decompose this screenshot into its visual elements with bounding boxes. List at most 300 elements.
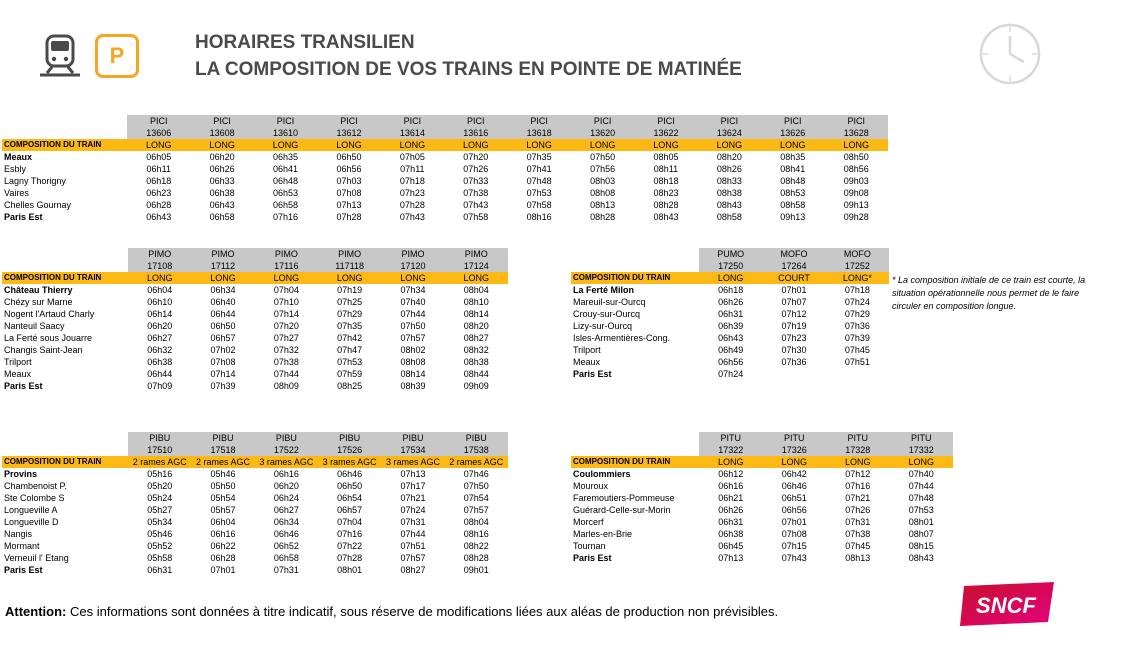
table-row bbox=[2, 332, 508, 344]
train-code: PIBU bbox=[445, 432, 508, 444]
blank-cell bbox=[571, 260, 699, 272]
station-name: Paris Est bbox=[573, 369, 612, 379]
departure-time: 06h39 bbox=[718, 321, 744, 331]
station-name: Paris Est bbox=[4, 565, 43, 575]
departure-time: 06h40 bbox=[210, 297, 236, 307]
page-subtitle: LA COMPOSITION DE VOS TRAINS EN POINTE DE MATINÉE bbox=[195, 59, 742, 80]
train-code: PIMO bbox=[128, 248, 191, 260]
departure-time: 07h51 bbox=[400, 541, 426, 551]
table-row bbox=[2, 516, 508, 528]
train-code: PITU bbox=[890, 432, 954, 444]
station-name: Nanteuil Saacy bbox=[4, 321, 65, 331]
departure-time: 07h47 bbox=[337, 345, 363, 355]
departure-time: 05h16 bbox=[147, 469, 173, 479]
departure-time: 06h56 bbox=[718, 357, 744, 367]
train-number: 13622 bbox=[634, 127, 697, 139]
departure-time: 06h16 bbox=[210, 529, 236, 539]
departure-time: 06h38 bbox=[147, 357, 173, 367]
composition-row bbox=[2, 139, 888, 151]
station-name: Morcerf bbox=[573, 517, 604, 527]
departure-time: 06h56 bbox=[336, 164, 362, 174]
departure-time: 08h43 bbox=[653, 212, 679, 222]
departure-time: 09h03 bbox=[843, 176, 869, 186]
departure-time: 06h12 bbox=[718, 469, 744, 479]
table-row bbox=[2, 480, 508, 492]
departure-time: 07h45 bbox=[844, 345, 870, 355]
logo-text: SNCF bbox=[976, 593, 1036, 618]
departure-time: 07h16 bbox=[337, 529, 363, 539]
departure-time: 07h28 bbox=[337, 553, 363, 563]
footnote: * La composition initiale de ce train est courte, la situation opérationnelle nous permet de le faire circuler en composition longue. bbox=[892, 275, 1086, 311]
table-row bbox=[2, 344, 508, 356]
departure-time: 05h54 bbox=[210, 493, 236, 503]
departure-time: 07h44 bbox=[400, 309, 426, 319]
table-row bbox=[2, 187, 888, 199]
departure-time: 07h43 bbox=[399, 212, 425, 222]
departure-time: 06h21 bbox=[718, 493, 744, 503]
station-name: Vaires bbox=[4, 188, 29, 198]
train-code: PUMO bbox=[699, 248, 762, 260]
station-name: Coulommiers bbox=[573, 469, 631, 479]
departure-time: 07h12 bbox=[781, 309, 807, 319]
train-number: 13618 bbox=[507, 127, 570, 139]
train-number: 17322 bbox=[699, 444, 763, 456]
departure-time: 06h54 bbox=[337, 493, 363, 503]
departure-time: 08h08 bbox=[400, 357, 426, 367]
departure-time: 06h11 bbox=[146, 164, 171, 174]
departure-time: 07h39 bbox=[844, 333, 870, 343]
table-row bbox=[2, 540, 508, 552]
departure-time: 08h07 bbox=[908, 529, 934, 539]
departure-time: 06h52 bbox=[273, 541, 299, 551]
departure-time: 08h41 bbox=[780, 164, 806, 174]
departure-time: 08h44 bbox=[463, 369, 489, 379]
departure-time: 05h58 bbox=[147, 553, 173, 563]
train-code: PICI bbox=[698, 115, 761, 127]
station-name: La Ferté sous Jouarre bbox=[4, 333, 93, 343]
composition-value: LONG bbox=[254, 139, 317, 151]
departure-time: 07h10 bbox=[273, 297, 299, 307]
table-row bbox=[2, 492, 508, 504]
departure-time: 08h13 bbox=[845, 553, 871, 563]
train-number: 13624 bbox=[698, 127, 761, 139]
departure-time: 07h43 bbox=[463, 200, 489, 210]
train-number: 17526 bbox=[318, 444, 381, 456]
departure-time: 09h08 bbox=[843, 188, 869, 198]
departure-time: 07h53 bbox=[526, 188, 552, 198]
departure-time: 07h20 bbox=[463, 152, 489, 162]
station-name: Chézy sur Marne bbox=[4, 297, 73, 307]
train-code: PIBU bbox=[191, 432, 254, 444]
table-row bbox=[2, 211, 888, 223]
train-number: 17264 bbox=[762, 260, 825, 272]
departure-time: 06h04 bbox=[210, 517, 236, 527]
departure-time: 08h28 bbox=[463, 553, 489, 563]
composition-value: LONG bbox=[127, 139, 190, 151]
departure-time: 07h04 bbox=[337, 517, 363, 527]
composition-label: COMPOSITION DU TRAIN bbox=[2, 139, 127, 151]
composition-row bbox=[2, 456, 508, 468]
departure-time: 08h08 bbox=[590, 188, 616, 198]
departure-time: 08h20 bbox=[463, 321, 489, 331]
departure-time: 08h05 bbox=[653, 152, 679, 162]
departure-time: 08h03 bbox=[590, 176, 616, 186]
departure-time: 07h57 bbox=[400, 553, 426, 563]
composition-value: LONG bbox=[381, 139, 444, 151]
train-code-row bbox=[2, 248, 508, 260]
departure-time: 06h18 bbox=[718, 285, 744, 295]
station-name: Esbly bbox=[4, 164, 27, 174]
departure-time: 08h43 bbox=[908, 553, 934, 563]
departure-time: 07h03 bbox=[336, 176, 362, 186]
departure-time: 07h21 bbox=[845, 493, 871, 503]
departure-time: 08h14 bbox=[463, 309, 489, 319]
departure-time: 08h27 bbox=[463, 333, 489, 343]
composition-row bbox=[571, 456, 953, 468]
departure-time: 06h45 bbox=[718, 541, 744, 551]
train-number: 13616 bbox=[444, 127, 507, 139]
departure-time: 07h27 bbox=[273, 333, 299, 343]
station-name: Verneuil l' Etang bbox=[4, 553, 69, 563]
composition-value: LONG bbox=[826, 456, 890, 468]
station-name: Changis Saint-Jean bbox=[4, 345, 83, 355]
train-number: 13628 bbox=[825, 127, 889, 139]
station-name: Marles-en-Brie bbox=[573, 529, 633, 539]
station-name: Mouroux bbox=[573, 481, 609, 491]
station-name: Provins bbox=[4, 469, 38, 479]
departure-time: 07h14 bbox=[210, 369, 236, 379]
departure-time: 06h26 bbox=[718, 297, 744, 307]
station-name: Nangis bbox=[4, 529, 33, 539]
departure-time: 08h04 bbox=[463, 517, 489, 527]
composition-value: 3 rames AGC bbox=[381, 456, 444, 468]
departure-time: 06h20 bbox=[147, 321, 173, 331]
departure-time: 09h13 bbox=[780, 212, 806, 222]
clock-icon bbox=[978, 22, 1042, 86]
departure-time: 08h28 bbox=[590, 212, 616, 222]
composition-value: LONG bbox=[699, 272, 762, 284]
train-number: 17518 bbox=[191, 444, 254, 456]
station-name: Paris Est bbox=[573, 553, 612, 563]
blank-cell bbox=[571, 444, 699, 456]
departure-time: 06h57 bbox=[210, 333, 236, 343]
train-number: 13612 bbox=[317, 127, 380, 139]
departure-time: 08h27 bbox=[400, 565, 426, 575]
departure-time: 06h50 bbox=[210, 321, 236, 331]
departure-time: 07h50 bbox=[463, 481, 489, 491]
departure-time: 08h39 bbox=[400, 381, 426, 391]
departure-time: 08h10 bbox=[463, 297, 489, 307]
train-code-row bbox=[571, 248, 889, 260]
station-name: Chambenoist P. bbox=[4, 481, 67, 491]
table-row bbox=[571, 528, 953, 540]
train-number: 17522 bbox=[255, 444, 318, 456]
timetable-pibu bbox=[2, 432, 508, 576]
train-code: PIMO bbox=[191, 248, 254, 260]
composition-value: LONG bbox=[381, 272, 444, 284]
departure-time: 05h50 bbox=[210, 481, 236, 491]
departure-time: 08h01 bbox=[337, 565, 363, 575]
departure-time: 08h58 bbox=[780, 200, 806, 210]
composition-value: LONG bbox=[318, 272, 381, 284]
departure-time: 07h48 bbox=[908, 493, 934, 503]
station-name: Tournan bbox=[573, 541, 606, 551]
departure-time: 07h36 bbox=[844, 321, 870, 331]
blank-cell bbox=[2, 260, 128, 272]
departure-time: 05h52 bbox=[147, 541, 173, 551]
train-code: PIMO bbox=[445, 248, 508, 260]
departure-time: 07h21 bbox=[400, 493, 426, 503]
train-code: PIBU bbox=[128, 432, 191, 444]
departure-time: 09h01 bbox=[463, 565, 489, 575]
departure-time: 07h08 bbox=[781, 529, 807, 539]
departure-time: 07h28 bbox=[336, 212, 362, 222]
departure-time: 07h04 bbox=[273, 285, 299, 295]
station-name: Meaux bbox=[573, 357, 601, 367]
departure-time: 07h24 bbox=[844, 297, 870, 307]
table-row bbox=[2, 564, 508, 576]
composition-value: LONG bbox=[190, 139, 253, 151]
departure-time: 08h43 bbox=[716, 200, 742, 210]
station-name: Lagny Thorigny bbox=[4, 176, 66, 186]
departure-time: 07h15 bbox=[781, 541, 807, 551]
composition-row bbox=[571, 272, 889, 284]
departure-time: 08h22 bbox=[463, 541, 489, 551]
train-number: 17108 bbox=[128, 260, 191, 272]
station-name: Meaux bbox=[4, 152, 33, 162]
train-number: 13614 bbox=[381, 127, 444, 139]
departure-time: 08h58 bbox=[716, 212, 742, 222]
train-code: PIBU bbox=[381, 432, 444, 444]
departure-time: 07h54 bbox=[463, 493, 489, 503]
train-number-row bbox=[2, 444, 508, 456]
table-row bbox=[571, 344, 889, 356]
composition-label: COMPOSITION DU TRAIN bbox=[2, 456, 128, 468]
station-name: Trilport bbox=[4, 357, 32, 367]
train-number-row bbox=[2, 127, 888, 139]
train-number: 17120 bbox=[381, 260, 444, 272]
departure-time: 07h43 bbox=[781, 553, 807, 563]
departure-time: 06h34 bbox=[210, 285, 236, 295]
station-name: Paris Est bbox=[4, 212, 43, 222]
departure-time: 07h31 bbox=[400, 517, 426, 527]
departure-time: 05h46 bbox=[210, 469, 236, 479]
departure-time: 06h58 bbox=[209, 212, 235, 222]
departure-time: 07h53 bbox=[908, 505, 934, 515]
table-row bbox=[2, 380, 508, 392]
composition-value: LONG bbox=[634, 139, 697, 151]
composition-value: LONG bbox=[255, 272, 318, 284]
departure-time: 06h35 bbox=[273, 152, 299, 162]
departure-time: 08h32 bbox=[463, 345, 489, 355]
departure-time: 07h31 bbox=[273, 565, 299, 575]
departure-time: 07h19 bbox=[781, 321, 807, 331]
departure-time: 06h58 bbox=[273, 200, 299, 210]
station-name: La Ferté Milon bbox=[573, 285, 635, 295]
table-row bbox=[2, 163, 888, 175]
departure-time: 06h46 bbox=[337, 469, 363, 479]
departure-time: 06h53 bbox=[273, 188, 299, 198]
table-row bbox=[2, 356, 508, 368]
departure-time: 07h13 bbox=[336, 200, 362, 210]
blank-cell bbox=[2, 248, 128, 260]
departure-time: 08h18 bbox=[653, 176, 679, 186]
departure-time: 07h59 bbox=[337, 369, 363, 379]
train-code: PIBU bbox=[255, 432, 318, 444]
departure-time: 07h57 bbox=[463, 505, 489, 515]
attention-text: Ces informations sont données à titre indicatif, sous réserve de modifications liées aux aléas de production non prévisibles. bbox=[66, 604, 779, 619]
composition-value: LONG bbox=[699, 456, 763, 468]
train-number: 17112 bbox=[191, 260, 254, 272]
departure-time: 06h34 bbox=[273, 517, 299, 527]
station-name: Ste Colombe S bbox=[4, 493, 65, 503]
departure-time: 08h20 bbox=[716, 152, 742, 162]
station-name: Mormant bbox=[4, 541, 40, 551]
table-row bbox=[2, 175, 888, 187]
departure-time: 08h15 bbox=[908, 541, 934, 551]
departure-time: 06h57 bbox=[337, 505, 363, 515]
departure-time: 06h50 bbox=[337, 481, 363, 491]
departure-time: 07h50 bbox=[400, 321, 426, 331]
departure-time: 06h20 bbox=[209, 152, 235, 162]
departure-time: 06h28 bbox=[210, 553, 236, 563]
departure-time: 07h40 bbox=[908, 469, 934, 479]
train-number: 13608 bbox=[190, 127, 253, 139]
train-code-row bbox=[2, 115, 888, 127]
composition-value: LONG bbox=[128, 272, 191, 284]
table-row bbox=[2, 199, 888, 211]
departure-time: 07h24 bbox=[400, 505, 426, 515]
table-row bbox=[2, 528, 508, 540]
page-title: HORAIRES TRANSILIEN bbox=[195, 32, 415, 53]
station-name: Meaux bbox=[4, 369, 32, 379]
train-number: 17124 bbox=[445, 260, 508, 272]
composition-value: COURT bbox=[762, 272, 825, 284]
departure-time: 07h36 bbox=[781, 357, 807, 367]
composition-value: LONG bbox=[571, 139, 634, 151]
departure-time: 09h13 bbox=[843, 200, 869, 210]
train-code: PITU bbox=[699, 432, 763, 444]
departure-time: 08h38 bbox=[716, 188, 742, 198]
departure-time: 09h28 bbox=[843, 212, 869, 222]
departure-time: 07h02 bbox=[210, 345, 236, 355]
departure-time: 08h02 bbox=[400, 345, 426, 355]
departure-time: 06h51 bbox=[781, 493, 807, 503]
table-row bbox=[2, 504, 508, 516]
train-number: 17534 bbox=[381, 444, 444, 456]
station-name: Guérard-Celle-sur-Morin bbox=[573, 505, 671, 515]
departure-time: 07h08 bbox=[336, 188, 362, 198]
departure-time: 07h25 bbox=[337, 297, 363, 307]
departure-time: 07h16 bbox=[273, 212, 299, 222]
departure-time: 07h53 bbox=[337, 357, 363, 367]
departure-time: 06h24 bbox=[273, 493, 299, 503]
train-code: PICI bbox=[190, 115, 253, 127]
table-row bbox=[571, 516, 953, 528]
composition-value: 3 rames AGC bbox=[318, 456, 381, 468]
composition-value: LONG bbox=[191, 272, 254, 284]
train-code: PITU bbox=[763, 432, 827, 444]
composition-value: LONG bbox=[698, 139, 761, 151]
table-row bbox=[2, 552, 508, 564]
departure-time: 07h29 bbox=[844, 309, 870, 319]
departure-time: 07h22 bbox=[337, 541, 363, 551]
composition-value: LONG* bbox=[826, 272, 889, 284]
departure-time: 07h38 bbox=[273, 357, 299, 367]
departure-time: 07h33 bbox=[463, 176, 489, 186]
departure-time: 08h33 bbox=[716, 176, 742, 186]
departure-time: 06h05 bbox=[146, 152, 172, 162]
departure-time: 06h04 bbox=[147, 285, 173, 295]
train-icon bbox=[38, 33, 82, 79]
composition-row bbox=[2, 272, 508, 284]
table-row bbox=[2, 308, 508, 320]
blank-cell bbox=[571, 432, 699, 444]
departure-time bbox=[826, 368, 889, 380]
departure-time: 07h35 bbox=[526, 152, 552, 162]
train-number-row bbox=[571, 444, 953, 456]
departure-time: 07h18 bbox=[399, 176, 425, 186]
station-name: Château Thierry bbox=[4, 285, 73, 295]
sncf-logo bbox=[958, 580, 1058, 628]
parking-icon: P bbox=[95, 34, 139, 78]
departure-time: 06h10 bbox=[147, 297, 173, 307]
train-code: MOFO bbox=[762, 248, 825, 260]
departure-time: 06h38 bbox=[209, 188, 235, 198]
departure-time: 07h44 bbox=[400, 529, 426, 539]
train-code: PICI bbox=[571, 115, 634, 127]
departure-time: 07h26 bbox=[463, 164, 489, 174]
blank-cell bbox=[2, 115, 127, 127]
departure-time: 09h09 bbox=[463, 381, 489, 391]
departure-time: 08h16 bbox=[526, 212, 552, 222]
station-name: Nogent l'Artaud Charly bbox=[4, 309, 95, 319]
departure-time: 08h09 bbox=[273, 381, 299, 391]
station-name: Trilport bbox=[573, 345, 601, 355]
composition-value: 2 rames AGC bbox=[445, 456, 508, 468]
composition-label: COMPOSITION DU TRAIN bbox=[571, 272, 699, 284]
departure-time: 07h44 bbox=[908, 481, 934, 491]
departure-time: 06h56 bbox=[781, 505, 807, 515]
departure-time: 05h27 bbox=[147, 505, 173, 515]
table-row bbox=[571, 480, 953, 492]
table-row bbox=[571, 356, 889, 368]
departure-time: 07h17 bbox=[400, 481, 426, 491]
departure-time: 07h38 bbox=[845, 529, 871, 539]
composition-value: 3 rames AGC bbox=[255, 456, 318, 468]
table-row bbox=[571, 368, 889, 380]
composition-value: LONG bbox=[445, 272, 508, 284]
composition-label: COMPOSITION DU TRAIN bbox=[2, 272, 128, 284]
departure-time: 07h46 bbox=[463, 469, 489, 479]
departure-time: 05h57 bbox=[210, 505, 236, 515]
departure-time: 08h04 bbox=[463, 285, 489, 295]
departure-time: 07h05 bbox=[399, 152, 425, 162]
train-number: 13620 bbox=[571, 127, 634, 139]
table-row bbox=[2, 151, 888, 163]
train-number: 17538 bbox=[445, 444, 508, 456]
departure-time: 07h12 bbox=[845, 469, 871, 479]
departure-time: 06h18 bbox=[146, 176, 172, 186]
train-code: PITU bbox=[826, 432, 890, 444]
departure-time bbox=[762, 368, 825, 380]
train-code: PICI bbox=[381, 115, 444, 127]
departure-time: 07h42 bbox=[337, 333, 363, 343]
departure-time: 08h26 bbox=[716, 164, 742, 174]
departure-time: 06h20 bbox=[273, 481, 299, 491]
departure-time: 08h38 bbox=[463, 357, 489, 367]
departure-time: 06h48 bbox=[273, 176, 299, 186]
